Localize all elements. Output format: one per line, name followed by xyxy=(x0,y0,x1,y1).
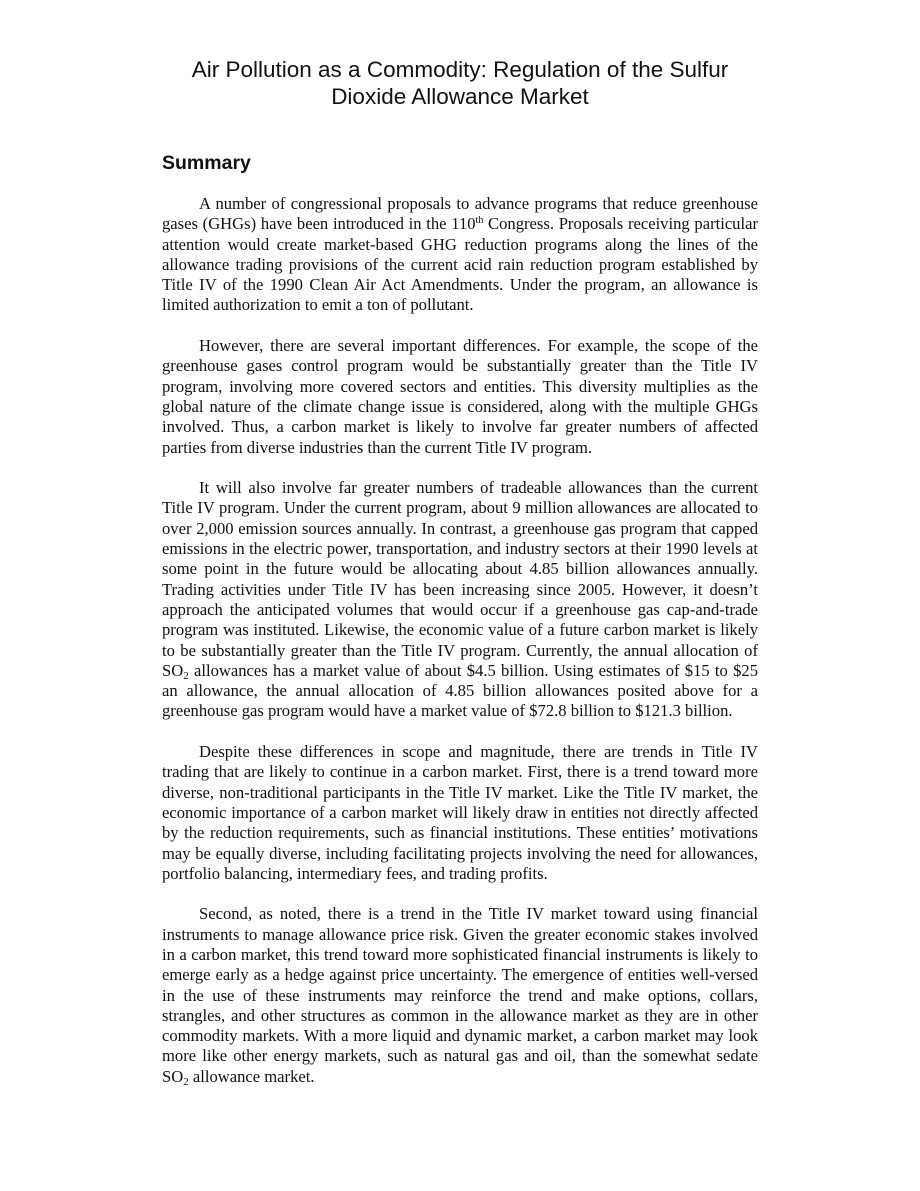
paragraph-5 xyxy=(162,904,758,1087)
paragraph-3-text-a: It will also involve far greater numbers of tradeable allowances than the current Title IV program. Under the current program, about 9 million allowances are allocated to over 2,000 emission sources annually. In contrast, a greenhouse gas program that capped emissions in the electric power, transportation, and industry sectors at their 1990 levels at some point in the future would be allocating about 4.85 billion allowances annually. Trading activities under Title IV has been increasing since 2005. However, it doesn’t approach the anticipated volumes that would occur if a greenhouse gas cap-and-trade program was instituted. Likewise, the economic value of a future carbon market is likely to be substantially greater than the Title IV program. Currently, the annual allocation of SO xyxy=(162,478,758,680)
paragraph-5-text-a: Second, as noted, there is a trend in the Title IV market toward using financial instruments to manage allowance price risk. Given the greater economic stakes involved in a carbon market, this trend toward more sophisticated financial instruments is likely to emerge early as a hedge against price uncertainty. The emergence of entities well-versed in the use of these instruments may reinforce the trend and make options, collars, strangles, and other structures as common in the allowance market as they are in other commodity markets. With a more liquid and dynamic market, a carbon market may look more like other energy markets, such as natural gas and oil, than the somewhat sedate SO xyxy=(162,904,758,1086)
chemical-subscript: 2 xyxy=(183,1075,189,1088)
document-page xyxy=(162,56,758,1107)
paragraph-1-text-a: A number of congressional proposals to advance programs that reduce greenhouse gases (GHGs) have been introduced in the 110 xyxy=(162,194,758,234)
paragraph-3-text-b: allowances has a market value of about $4.5 billion. Using estimates of $15 to $25 an allowance, the annual allocation of 4.85 billion allowances posited above for a greenhouse gas program would have a market value of $72.8 billion to $121.3 billion. xyxy=(162,660,758,721)
chemical-subscript: 2 xyxy=(183,669,189,682)
ordinal-superscript: th xyxy=(475,215,484,227)
paragraph-1-text-b: Congress. Proposals receiving particular attention would create market-based GHG reduction programs along the lines of the allowance trading provisions of the current acid rain reduction program established by Title IV of the 1990 Clean Air Act Amendments. Under the program, an allowance is limited authorization to emit a ton of pollutant. xyxy=(162,214,758,315)
summary-body xyxy=(162,194,758,1087)
paragraph-2: However, there are several important differences. For example, the scope of the greenhouse gases control program would be substantially greater than the Title IV program, involving more covered sectors and entities. This diversity multiplies as the global nature of the climate change issue is considered, along with the multiple GHGs involved. Thus, a carbon market is likely to involve far greater numbers of affected parties from diverse industries than the current Title IV program. xyxy=(162,336,758,457)
paragraph-3 xyxy=(162,478,758,722)
paragraph-5-text-b: allowance market. xyxy=(188,1066,315,1086)
document-title: Air Pollution as a Commodity: Regulation of the Sulfur Dioxide Allowance Market xyxy=(191,57,729,109)
summary-heading: Summary xyxy=(162,152,251,174)
paragraph-4: Despite these differences in scope and magnitude, there are trends in Title IV trading that are likely to continue in a carbon market. First, there is a trend toward more diverse, non-traditional participants in the Title IV market. Like the Title IV market, the economic importance of a carbon market will likely draw in entities not directly affected by the reduction requirements, such as financial institutions. These entities’ motivations may be equally diverse, including facilitating projects involving the need for allowances, portfolio balancing, intermediary fees, and trading profits. xyxy=(162,742,758,883)
paragraph-1 xyxy=(162,194,758,316)
